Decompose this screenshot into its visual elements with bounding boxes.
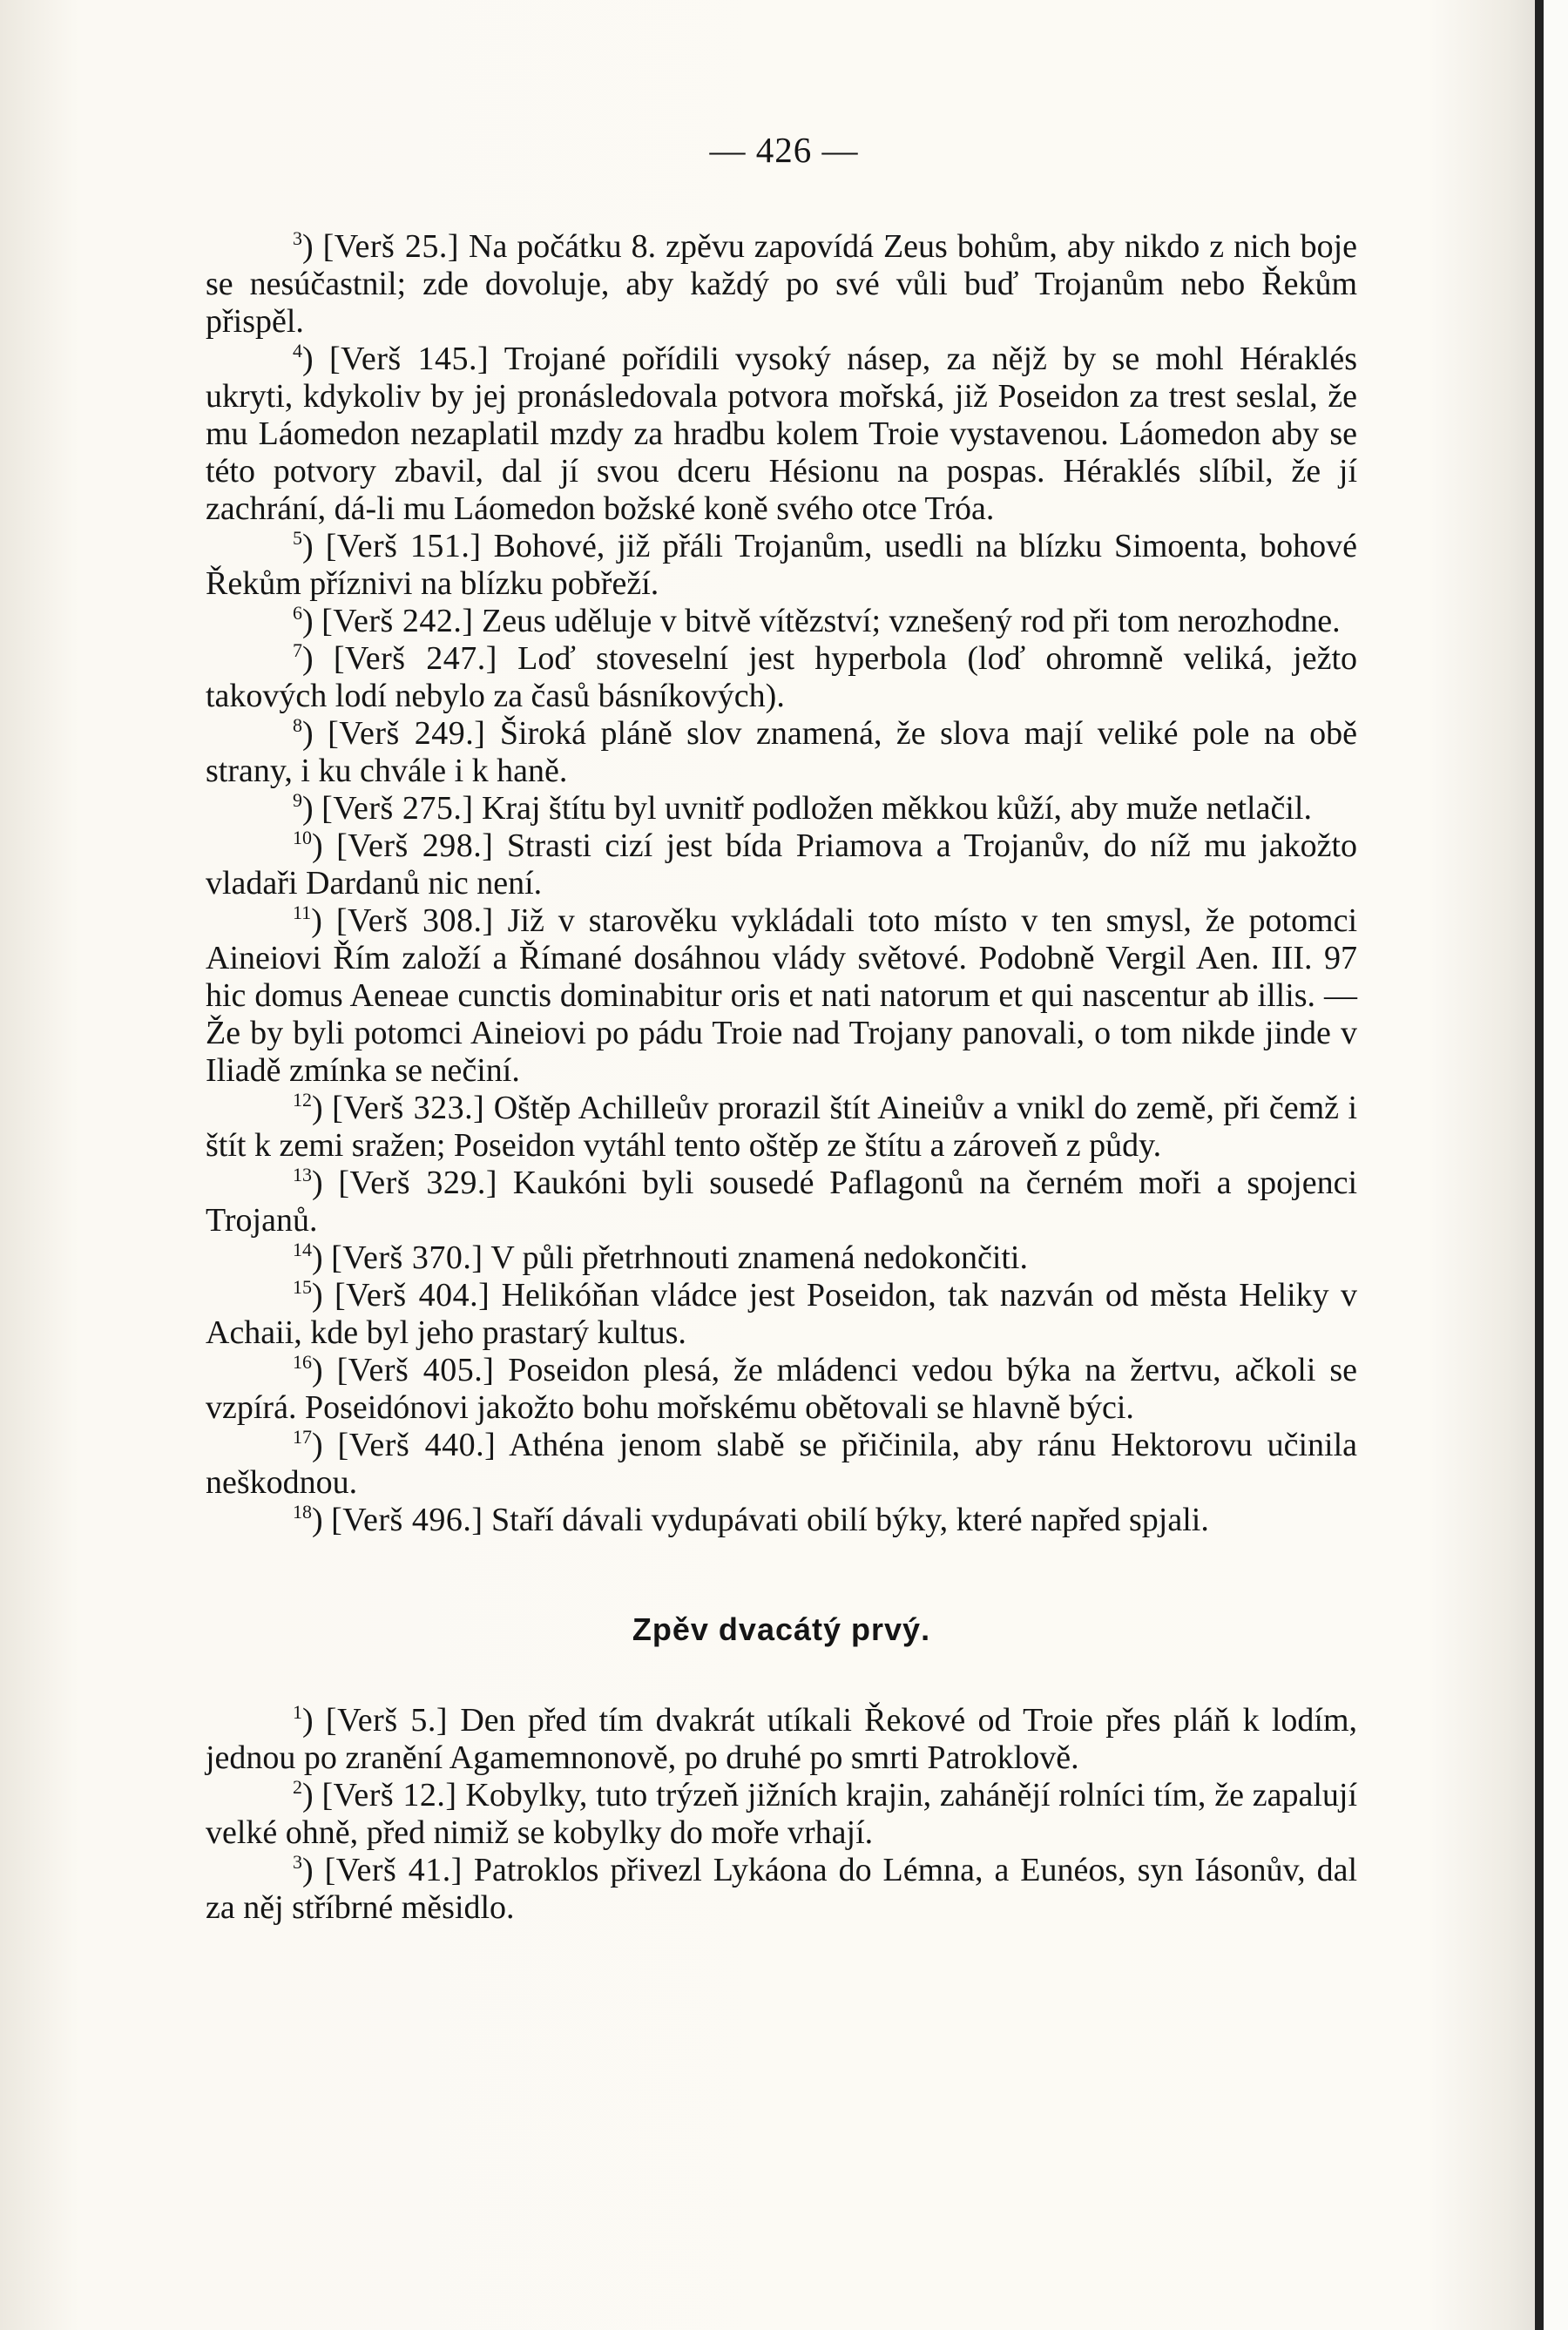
footnote-number: 8 [293, 714, 302, 736]
verse-reference: [Verš 370.] [331, 1239, 483, 1276]
footnote-text: Bohové, již přáli Trojanům, usedli na blízku Simoenta, bohové Řekům příznivi na blízku pobřeží. [206, 528, 1357, 602]
verse-reference: [Verš 323.] [332, 1090, 485, 1126]
footnote [206, 1852, 1357, 1927]
footnote [206, 341, 1357, 528]
verse-reference: [Verš 12.] [321, 1777, 457, 1813]
footnote-number: 12 [293, 1089, 312, 1111]
verse-reference: [Verš 242.] [321, 603, 474, 639]
footnote [206, 640, 1357, 715]
footnote-number: 1 [293, 1701, 302, 1723]
footnote [206, 1239, 1357, 1277]
footnote-paren: ) [302, 341, 329, 377]
footnote-text: Patroklos přivezl Lykáona do Lémna, a Eunéos, syn Iásonův, dal za něj stříbrné měsidlo. [206, 1852, 1358, 1926]
footnote-number: 11 [293, 902, 312, 923]
footnote-text: Trojané pořídili vysoký násep, za nějž by se mohl Héraklés ukryti, kdykoliv by jej pronásledovala potvora mořská, již Poseidon za trest seslal, že mu Láomedon nezaplatil mzdy za hradbu kolem Troie vystavenou. Láomedon aby se této potvory zbavil, dal jí svou dceru Hésionu na pospas. Héraklés slíbil, že jí zachrání, dá-li mu Láomedon božské koně svého otce Tróa. [206, 341, 1357, 527]
footnote-text: Kraj štítu byl uvnitř podložen měkkou kůží, aby muže netlačil. [482, 790, 1312, 827]
footnote-paren: ) [312, 1239, 332, 1276]
footnote-number: 4 [293, 340, 302, 361]
page-edge-margin [1544, 0, 1568, 2330]
footnote [206, 790, 1357, 827]
footnote [206, 528, 1357, 603]
footnote-paren: ) [302, 528, 326, 564]
footnote-text: Loď stoveselní jest hyperbola (loď ohromně veliká, ježto takových lodí nebylo za časů básníkových). [206, 640, 1358, 714]
footnote-paren: ) [302, 1777, 322, 1813]
footnote-text: V půli přetrhnouti znamená nedokončiti. [490, 1239, 1028, 1276]
verse-reference: [Verš 247.] [333, 640, 497, 677]
footnote-text: Helikóňan vládce jest Poseidon, tak nazván od města Heliky v Achaii, kde byl jeho prastarý kultus. [206, 1277, 1357, 1351]
footnote-number: 7 [293, 639, 302, 661]
footnote [206, 1702, 1357, 1777]
verse-reference: [Verš 5.] [325, 1702, 449, 1739]
verse-reference: [Verš 275.] [321, 790, 474, 827]
footnote-text: Oštěp Achilleův prorazil štít Aineiův a vnikl do země, při čemž i štít k zemi sražen; Poseidon vytáhl tento oštěp ze štítu a zároveň z půdy. [206, 1090, 1358, 1164]
footnote-text: Athéna jenom slabě se přičinila, aby ránu Hektorovu učinila neškodnou. [206, 1427, 1357, 1501]
verse-reference: [Verš 308.] [335, 902, 494, 939]
footnote [206, 1165, 1357, 1239]
footnote-text: Již v starověku vykládali toto místo v ten smysl, že potomci Aineiovi Řím založí a Římané dosáhnou vlády světové. Podobně Vergil Aen. III. 97 hic domus Aeneae cunctis dominabitur oris et nati natorum et qui nascentur ab illis. — Že by byli potomci Aineiovi po pádu Troie nad Trojany panovali, o tom nikde jinde v Iliadě zmínka se nečiní. [206, 902, 1358, 1089]
page-number: — 426 — [709, 130, 859, 170]
footnote-number: 3 [293, 227, 302, 249]
footnote-text: Den před tím dvakrát utíkali Řekové od Troie přes pláň k lodím, jednou po zranění Agamemnonově, po druhé po smrti Patroklově. [206, 1702, 1358, 1776]
footnote [206, 1352, 1357, 1427]
verse-reference: [Verš 404.] [335, 1277, 490, 1314]
footnote-paren: ) [312, 1277, 335, 1314]
verse-reference: [Verš 298.] [336, 827, 494, 864]
footnote-number: 16 [293, 1351, 312, 1373]
footnote-paren: ) [311, 902, 336, 939]
verse-reference: [Verš 41.] [324, 1852, 463, 1888]
footnote-paren: ) [312, 1165, 339, 1201]
footnote [206, 1502, 1357, 1539]
verse-reference: [Verš 249.] [328, 715, 486, 752]
notes-chapter-21 [206, 1702, 1357, 1927]
footnote-text: Na počátku 8. zpěvu zapovídá Zeus bohům, aby nikdo z nich boje se nesúčastnil; zde dovoluje, aby každý po své vůli buď Trojanům nebo Řekům přispěl. [206, 228, 1357, 340]
footnote-number: 10 [293, 827, 312, 848]
footnote-number: 18 [293, 1501, 312, 1523]
footnote-paren: ) [302, 603, 322, 639]
footnote [206, 603, 1357, 640]
section-heading: Zpěv dvacátý prvý. [632, 1611, 931, 1647]
footnote-number: 13 [293, 1164, 312, 1185]
footnote [206, 1277, 1357, 1352]
footnote-text: Staří dávali vydupávati obilí býky, které napřed spjali. [491, 1502, 1209, 1538]
footnote-number: 14 [293, 1239, 312, 1260]
footnote [206, 1777, 1357, 1852]
footnote-text: Zeus uděluje v bitvě vítězství; vznešený rod při tom nerozhodne. [482, 603, 1341, 639]
footnote [206, 827, 1357, 902]
footnote-paren: ) [302, 715, 328, 752]
footnote-paren: ) [302, 790, 322, 827]
footnote-number: 6 [293, 602, 302, 624]
footnote-paren: ) [302, 640, 334, 677]
footnote-number: 17 [293, 1426, 312, 1448]
footnote-paren: ) [312, 1090, 333, 1126]
verse-reference: [Verš 25.] [322, 228, 459, 265]
verse-reference: [Verš 145.] [328, 341, 490, 377]
notes-chapter-20 [206, 228, 1357, 1539]
footnote [206, 902, 1357, 1090]
footnote-paren: ) [312, 1352, 337, 1388]
footnote-text: Kobylky, tuto trýzeň jižních krajin, zahánějí rolníci tím, že zapalují velké ohně, před nimiž se kobylky do moře vrhají. [206, 1777, 1358, 1851]
footnote-paren: ) [302, 1852, 325, 1888]
footnote [206, 228, 1357, 341]
footnote-paren: ) [312, 1502, 332, 1538]
footnote-number: 9 [293, 789, 302, 811]
page-edge-shadow [1535, 0, 1544, 2330]
verse-reference: [Verš 151.] [325, 528, 482, 564]
verse-reference: [Verš 440.] [337, 1427, 497, 1463]
footnote-number: 15 [293, 1276, 312, 1298]
verse-reference: [Verš 496.] [331, 1502, 483, 1538]
verse-reference: [Verš 405.] [336, 1352, 495, 1388]
footnote [206, 1090, 1357, 1165]
footnote-paren: ) [302, 1702, 326, 1739]
footnote-text: Kaukóni byli sousedé Paflagonů na černém moři a spojenci Trojanů. [206, 1165, 1357, 1239]
footnotes [206, 228, 1357, 1927]
footnote [206, 1427, 1357, 1502]
footnote-text: Poseidon plesá, že mládenci vedou býka na žertvu, ačkoli se vzpírá. Poseidónovi jakožto bohu mořskému obětovali se hlavně býci. [206, 1352, 1357, 1426]
verse-reference: [Verš 329.] [338, 1165, 497, 1201]
footnote-number: 2 [293, 1776, 302, 1798]
footnote-text: Široká pláně slov znamená, že slova mají veliké pole na obě strany, i ku chvále i k haně. [206, 715, 1357, 789]
footnote-number: 5 [293, 527, 302, 549]
footnote-number: 3 [293, 1851, 302, 1873]
footnote-paren: ) [312, 1427, 338, 1463]
footnote-paren: ) [302, 228, 323, 265]
footnote-paren: ) [312, 827, 337, 864]
footnote [206, 715, 1357, 790]
footnote-text: Strasti cizí jest bída Priamova a Trojanův, do níž mu jakožto vladaři Dardanů nic není. [206, 827, 1357, 902]
